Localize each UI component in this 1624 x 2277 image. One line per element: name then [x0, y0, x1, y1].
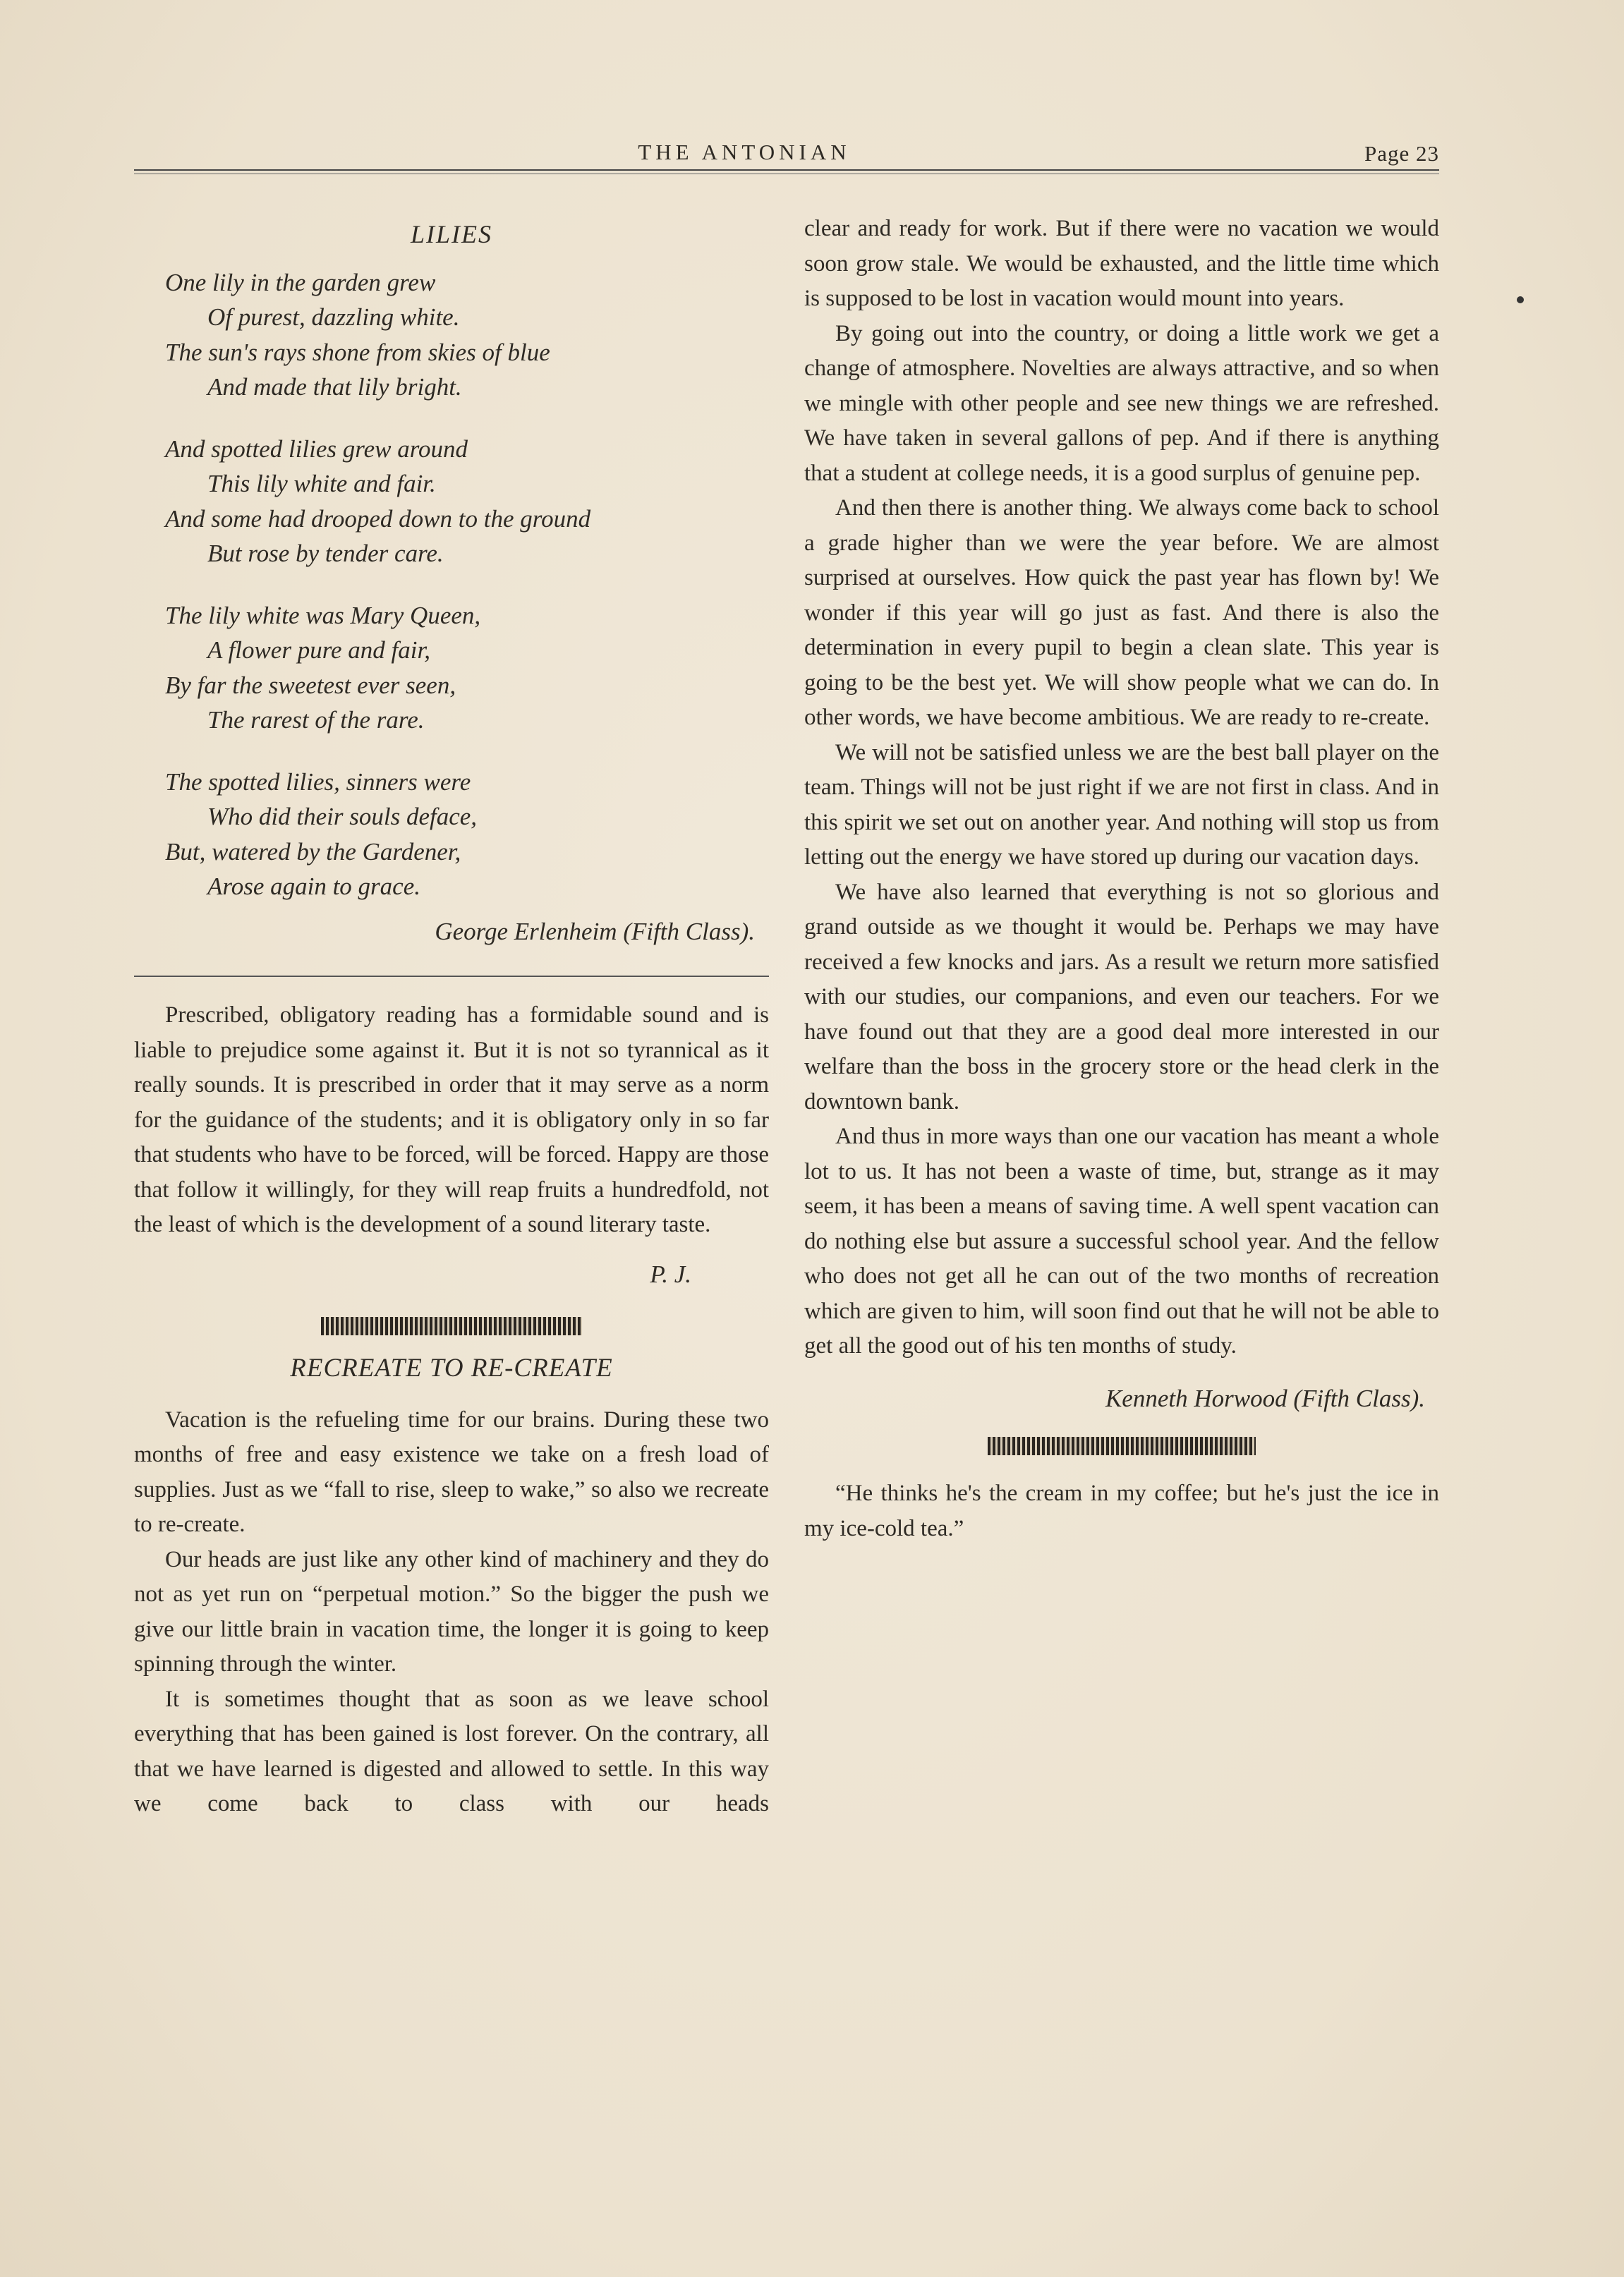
- poem-line: Of purest, dazzling white.: [207, 303, 460, 331]
- poem-stanza-2: [165, 432, 769, 571]
- article-paragraph: And then there is another thing. We always come back to school a grade higher than we were the year before. We are almost surprised at ourselves. How quick the past year has flown by! We wonder if this year will go just as fast. And there is also the determination in every pupil to begin a clean slate. This year is going to be the best yet. We will show people what we can do. In other words, we have become ambitious. We are ready to re-create.: [804, 495, 1439, 730]
- ornamental-divider: [988, 1437, 1256, 1455]
- poem-line: Arose again to grace.: [207, 873, 420, 900]
- poem-title: LILIES: [410, 220, 492, 248]
- ornamental-divider: [321, 1317, 582, 1335]
- page-header: [134, 134, 1439, 176]
- poem-author: George Erlenheim (Fifth Class).: [435, 917, 755, 945]
- article-paragraph: We will not be satisfied unless we are the best ball player on the team. Things will not be just right if we are not first in class. And in this spirit we set out on another year. And nothing will stop us from letting out the energy we have stored up during our vacation days.: [804, 739, 1439, 870]
- article-paragraph: clear and ready for work. But if there were no vacation we would soon grow stale. We would be exhausted, and the little time which is supposed to be lost in vacation would mount into years.: [804, 216, 1439, 311]
- poem-stanza-3: [165, 598, 769, 738]
- poem-line: Who did their souls deface,: [207, 803, 478, 830]
- article-title: RECREATE TO RE-CREATE: [290, 1354, 613, 1383]
- poem-line: And some had drooped down to the ground: [165, 504, 591, 533]
- poem-line: The sun's rays shone from skies of blue: [165, 338, 550, 366]
- section-divider: [134, 976, 769, 977]
- article-paragraph: It is sometimes thought that as soon as we leave school everything that has been gained is lost forever. On the contrary, all that we have learned is digested and allowed to settle. In this way we come back to class with our heads: [134, 1686, 769, 1816]
- reading-paragraph: Prescribed, obligatory reading has a formidable sound and is liable to prejudice some against it. But it is not so tyrannical as it really sounds. It is prescribed in order that it may serve as a norm for the guidance of the students; and it is obligatory only in so far that students who have to be forced, will be forced. Happy are those that follow it willingly, for they will reap fruits a hundredfold, not the least of which is the development of a sound literary taste.: [134, 1002, 769, 1237]
- poem-line: And made that lily bright.: [207, 373, 462, 401]
- poem-line: And spotted lilies grew around: [165, 435, 468, 463]
- article-paragraph: And thus in more ways than one our vacation has meant a whole lot to us. It has not been a waste of time, but, strange as it may seem, it has been a means of saving time. A well spent vacation can do nothing else but assure a successful school year. And the fellow who does not get all he can out of the two months of recreation which are given to him, will soon find out that he will not be able to get all the good out of his ten months of study.: [804, 1124, 1439, 1359]
- ink-spot: [1517, 296, 1524, 303]
- reading-signature: P. J.: [650, 1260, 691, 1288]
- right-column: [804, 212, 1439, 1546]
- joke-quote: “He thinks he's the cream in my coffee; but he's just the ice in my ice-cold tea.”: [804, 1481, 1439, 1541]
- publication-title: THE ANTONIAN: [638, 140, 851, 164]
- left-column: [134, 212, 769, 1822]
- page-number: Page 23: [1364, 141, 1439, 166]
- poem-line: But, watered by the Gardener,: [165, 837, 461, 866]
- poem-stanza-1: [165, 265, 769, 405]
- poem-stanza-4: [165, 765, 769, 904]
- poem-line: The spotted lilies, sinners were: [165, 767, 471, 796]
- poem-line: But rose by tender care.: [207, 540, 444, 567]
- poem-line: A flower pure and fair,: [207, 636, 430, 664]
- article-paragraph: We have also learned that everything is not so glorious and grand outside as we thought it would be. Perhaps we may have received a few knocks and jars. As a result we return more satisfied with our studies, our companions, and even our teachers. For we have found out that they are a good deal more interested in our welfare than the boss in the grocery store or the head clerk in the downtown bank.: [804, 879, 1439, 1115]
- poem-line: By far the sweetest ever seen,: [165, 671, 456, 699]
- poem-line: The rarest of the rare.: [207, 706, 425, 734]
- article-paragraph: By going out into the country, or doing a little work we get a change of atmosphere. Novelties are always attractive, and so when we mingle with other people and see new things we are refreshed. We have taken in several gallons of pep. And if there is anything that a student at college needs, it is a good surplus of genuine pep.: [804, 320, 1439, 486]
- poem-line: One lily in the garden grew: [165, 268, 436, 296]
- article-author: Kenneth Horwood (Fifth Class).: [1105, 1384, 1425, 1412]
- article-paragraph: Our heads are just like any other kind of machinery and they do not as yet run on “perpetual motion.” So the bigger the push we give our little brain in vacation time, the longer it is going to keep spinning through the winter.: [134, 1546, 769, 1677]
- article-paragraph: Vacation is the refueling time for our brains. During these two months of free and easy existence we take on a fresh load of supplies. Just as we “fall to rise, sleep to wake,” so also we recreate to re-create.: [134, 1407, 769, 1537]
- poem-line: This lily white and fair.: [207, 470, 436, 497]
- poem-line: The lily white was Mary Queen,: [165, 601, 481, 629]
- header-rule: [134, 169, 1439, 171]
